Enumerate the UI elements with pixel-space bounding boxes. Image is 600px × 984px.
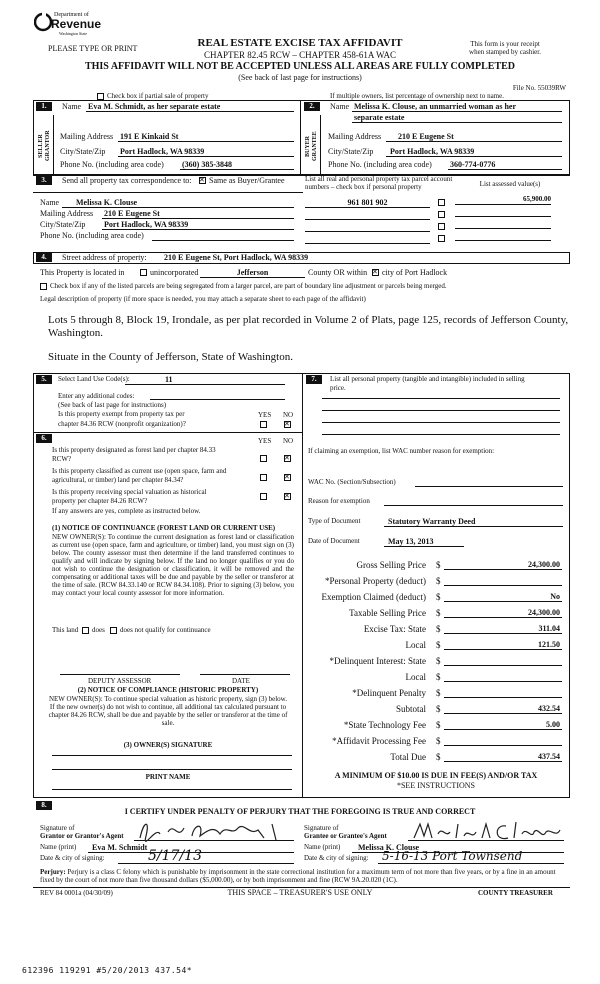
fee-value[interactable]: 121.50 xyxy=(538,640,560,649)
grantor-date[interactable]: 5/17/13 xyxy=(148,848,202,864)
assessed-value-label: List assessed value(s) xyxy=(479,180,541,188)
fee-currency: $ xyxy=(436,704,441,714)
sec6-no-label: NO xyxy=(283,437,294,445)
personal-property-label-1: List all personal property (tangible and intangible) included in selling xyxy=(330,375,525,383)
street-address[interactable]: 210 E Eugene St, Port Hadlock, WA 98339 xyxy=(164,253,309,262)
buyer-name-label: Name xyxy=(330,102,350,111)
partial-sale-checkbox[interactable] xyxy=(97,93,104,100)
seller-phone-label: Phone No. (including area code) xyxy=(60,160,164,169)
fee-label: Excise Tax: State xyxy=(363,624,426,634)
exempt-no-label: NO xyxy=(283,411,294,419)
grantee-name-label: Name (print) xyxy=(304,843,341,851)
same-as-buyer-checkbox[interactable] xyxy=(199,177,206,184)
logo-dept: Department of xyxy=(54,12,89,18)
see-back: (See back of last page for instructions) xyxy=(238,73,362,82)
historical-question-2: property per chapter 84.26 RCW? xyxy=(52,497,148,505)
receipt-note-2: when stamped by cashier. xyxy=(469,48,541,56)
receipt-note-1: This form is your receipt xyxy=(470,40,540,48)
fee-currency: $ xyxy=(436,720,441,730)
fee-label: *Personal Property (deduct) xyxy=(325,576,426,586)
doc-type-label: Type of Document xyxy=(308,517,361,525)
correspondence-mailing[interactable]: 210 E Eugene St xyxy=(104,209,160,218)
unincorporated-checkbox[interactable] xyxy=(140,269,147,276)
buyer-phone-label: Phone No. (including area code) xyxy=(328,160,432,169)
correspondence-phone-label: Phone No. (including area code) xyxy=(40,231,144,240)
seller-phone[interactable]: (360) 385-3848 xyxy=(182,160,232,169)
historical-question-1: Is this property receiving special valuation as historical xyxy=(52,488,207,496)
doc-type[interactable]: Statutory Warranty Deed xyxy=(388,517,476,526)
logo-word: Revenue xyxy=(51,17,102,31)
see-instructions-note: *SEE INSTRUCTIONS xyxy=(396,781,475,790)
county-name[interactable]: Jefferson xyxy=(236,268,269,277)
form-warning: THIS AFFIDAVIT WILL NOT BE ACCEPTED UNLESS ALL AREAS ARE FULLY COMPLETED xyxy=(84,61,516,72)
city-of-label: city of Port Hadlock xyxy=(382,268,448,277)
current-use-yes-checkbox[interactable] xyxy=(260,474,267,481)
buyer-city[interactable]: Port Hadlock, WA 98339 xyxy=(390,147,475,156)
grantor-date-label: Date & city of signing: xyxy=(40,854,105,862)
current-use-question-2: agricultural, or timber) land per chapter 84.34? xyxy=(52,476,184,484)
grantor-name-label: Name (print) xyxy=(40,843,77,851)
does-not-qualify-checkbox[interactable] xyxy=(110,627,117,634)
exemption-claim-label: If claiming an exemption, list WAC number reason for exemption: xyxy=(308,447,495,455)
notice-1-title: (1) NOTICE OF CONTINUANCE (FOREST LAND OR CURRENT USE) xyxy=(52,524,276,532)
fee-currency: $ xyxy=(436,592,441,602)
minimum-due-note: A MINIMUM OF $10.00 IS DUE IN FEE(S) AND/OR TAX xyxy=(334,771,538,780)
fee-currency: $ xyxy=(436,736,441,746)
personal-property-checkbox-3[interactable] xyxy=(438,223,445,230)
exempt-yes-label: YES xyxy=(258,411,272,419)
fee-label: *State Technology Fee xyxy=(343,720,426,730)
unincorporated-label: unincorporated xyxy=(150,268,199,277)
fee-currency: $ xyxy=(436,624,441,634)
seller-mailing[interactable]: 191 E Kinkaid St xyxy=(120,132,179,141)
grantee-name[interactable]: Melissa K. Clouse xyxy=(358,843,420,852)
fee-label: Total Due xyxy=(390,752,426,762)
certify-statement: I CERTIFY UNDER PENALTY OF PERJURY THAT THE FOREGOING IS TRUE AND CORRECT xyxy=(124,807,476,816)
exempt-no-checkbox[interactable] xyxy=(284,421,291,428)
print-name-label: PRINT NAME xyxy=(145,773,191,781)
section-2-number: 2. xyxy=(304,102,320,111)
section-4-number: 4. xyxy=(36,253,52,262)
fee-label: *Affidavit Processing Fee xyxy=(332,736,426,746)
correspondence-mailing-label: Mailing Address xyxy=(40,209,94,218)
personal-property-checkbox-1[interactable] xyxy=(438,199,445,206)
fee-value[interactable]: No xyxy=(550,592,560,601)
within-city-checkbox[interactable] xyxy=(372,269,379,276)
parcel-list-label-2: numbers – check box if personal property xyxy=(305,183,422,191)
legal-description-2[interactable]: Washington. xyxy=(48,327,104,339)
forest-no-checkbox[interactable] xyxy=(284,455,291,462)
additional-codes-label: Enter any additional codes: xyxy=(58,392,135,400)
forest-question-1: Is this property designated as forest land per chapter 84.33 xyxy=(52,446,216,454)
seller-name[interactable]: Eva M. Schmidt, as her separate estate xyxy=(88,102,221,111)
logo-state: Washington State xyxy=(59,31,88,36)
legal-description-label: Legal description of property (if more space is needed, you may attach a separate sheet to each page of the affidavit) xyxy=(40,295,366,303)
seller-city-label: City/State/Zip xyxy=(60,147,106,156)
form-title: REAL ESTATE EXCISE TAX AFFIDAVIT xyxy=(197,37,403,49)
exempt-question-2: chapter 84.36 RCW (nonprofit organization)? xyxy=(58,420,186,428)
fee-currency: $ xyxy=(436,560,441,570)
grantor-name[interactable]: Eva M. Schmidt xyxy=(92,843,148,852)
land-use-see-back: (See back of last page for instructions) xyxy=(58,401,167,409)
seller-side-label: SELLER GRANTOR xyxy=(38,130,51,162)
section-6-number: 6. xyxy=(36,434,52,443)
personal-property-label-2: price. xyxy=(330,384,346,392)
sec6-yes-label: YES xyxy=(258,437,272,445)
fee-value[interactable]: 5.00 xyxy=(546,720,560,729)
fee-value[interactable]: 24,300.00 xyxy=(528,560,560,569)
fee-label: Local xyxy=(405,640,426,650)
buyer-mailing-label: Mailing Address xyxy=(328,132,382,141)
county-treasurer: COUNTY TREASURER xyxy=(478,889,553,897)
fee-label: *Delinquent Penalty xyxy=(352,688,426,698)
does-not-qualify-label: does not qualify for continuance xyxy=(120,626,211,634)
rev-number: REV 84 0001a (04/30/09) xyxy=(40,889,113,897)
doc-date-label: Date of Document xyxy=(308,537,360,545)
fee-currency: $ xyxy=(436,672,441,682)
fee-label: Gross Selling Price xyxy=(356,560,426,570)
this-land-label: This land xyxy=(52,626,79,634)
notice-1-body: NEW OWNER(S): To continue the current designation as forest land or classification as current use (open space, farm and agriculture, or timber) land, you must sign on (3) below. The county assessor must then determine if the land transferred continues to qualify and will indicate by signing below. If the land no longer qualifies or you do not wish to continue the designation or classification, it will be removed and the compensating or additional taxes will be due and payable by the seller or transferor at the time of sale. (RCW 84.33.140 or RCW 84.34.108). Prior to signing (3) below, you may contact your local county assessor for more information. xyxy=(52,533,294,597)
exempt-question-1: Is this property exempt from property tax per xyxy=(58,410,185,418)
grantor-sig-label-1: Signature of xyxy=(40,824,75,832)
assessed-value[interactable]: 65,900.00 xyxy=(523,195,551,203)
deputy-assessor-label: DEPUTY ASSESSOR xyxy=(88,677,152,685)
grantee-sig-label-1: Signature of xyxy=(304,824,339,832)
grantee-date[interactable]: 5-16-13 Port Townsend xyxy=(382,849,523,863)
cashier-stamp: 612396 119291 #5/20/2013 437.54* xyxy=(22,966,193,975)
legal-description-3[interactable]: Situate in the County of Jefferson, State of Washington. xyxy=(48,351,293,363)
fee-currency: $ xyxy=(436,688,441,698)
section-7-number: 7. xyxy=(306,375,322,384)
legal-description-1[interactable]: Lots 5 through 8, Block 19, Irondale, as per plat recorded in Volume 2 of Plats, page 125, records of Jefferson County, xyxy=(48,314,569,326)
seller-mailing-label: Mailing Address xyxy=(60,132,114,141)
section-1-number: 1. xyxy=(36,102,52,111)
historical-yes-checkbox[interactable] xyxy=(260,493,267,500)
fee-currency: $ xyxy=(436,640,441,650)
located-in-label: This Property is located in xyxy=(40,268,125,277)
treasurer-space: THIS SPACE – TREASURER'S USE ONLY xyxy=(227,888,373,897)
correspondence-city-label: City/State/Zip xyxy=(40,220,86,229)
seller-name-label: Name xyxy=(62,102,82,111)
fee-value[interactable]: 24,300.00 xyxy=(528,608,560,617)
does-label: does xyxy=(92,626,105,634)
segregated-checkbox[interactable] xyxy=(40,283,47,290)
fee-value[interactable]: 432.54 xyxy=(538,704,560,713)
partial-sale-label: Check box if partial sale of property xyxy=(107,92,209,100)
perjury-text: Perjury is a class C felony which is punishable by imprisonment in the state correctional institution for a maximum term of not more than five years, or by a fine in an amount fixed by the court of not more than five thousand dollars ($5,000.00), or by both imprisonment and fine (RCW 9A.20.020 (1C). xyxy=(40,868,556,884)
wac-label: WAC No. (Section/Subsection) xyxy=(308,478,396,486)
does-qualify-checkbox[interactable] xyxy=(82,627,89,634)
perjury-statement xyxy=(40,868,566,884)
personal-property-checkbox-2[interactable] xyxy=(438,211,445,218)
buyer-mailing[interactable]: 210 E Eugene St xyxy=(398,132,454,141)
buyer-name-2[interactable]: separate estate xyxy=(354,113,405,122)
buyer-side-label: BUYER GRANTEE xyxy=(305,131,318,161)
grantor-sig-label-2: Grantor or Grantor's Agent xyxy=(40,832,124,840)
correspondence-city[interactable]: Port Hadlock, WA 98339 xyxy=(104,220,189,229)
section-5-number: 5. xyxy=(36,375,52,384)
street-address-label: Street address of property: xyxy=(62,253,147,262)
current-use-no-checkbox[interactable] xyxy=(284,474,291,481)
county-or-label: County OR within xyxy=(308,268,368,277)
fee-currency: $ xyxy=(436,752,441,762)
correspondence-name-label: Name xyxy=(40,198,60,207)
buyer-name-1[interactable]: Melissa K. Clouse, an unmarried woman as her xyxy=(354,102,516,111)
reason-label: Reason for exemption xyxy=(308,497,370,505)
segregated-label: Check box if any of the listed parcels are being segregated from a larger parcel, are part of boundary line adjustment or parcels being merged. xyxy=(50,282,447,290)
section-3-number: 3. xyxy=(36,176,52,185)
fee-label: Exemption Claimed (deduct) xyxy=(321,592,426,602)
fee-currency: $ xyxy=(436,656,441,666)
same-as-buyer-label: Same as Buyer/Grantee xyxy=(209,176,285,185)
fee-value[interactable]: 311.04 xyxy=(538,624,560,633)
file-number: File No. 55039RW xyxy=(512,84,566,92)
send-correspondence-label: Send all property tax correspondence to: xyxy=(62,176,192,185)
land-use-label: Select Land Use Code(s): xyxy=(58,375,130,383)
personal-property-checkbox-4[interactable] xyxy=(438,235,445,242)
forest-question-2: RCW? xyxy=(52,455,72,463)
multiple-owners-note: If multiple owners, list percentage of ownership next to name. xyxy=(330,92,504,100)
seller-city[interactable]: Port Hadlock, WA 98339 xyxy=(120,147,205,156)
land-use-code[interactable]: 11 xyxy=(165,375,173,384)
section-8-number: 8. xyxy=(36,801,52,810)
notice-2-body: NEW OWNER(S): To continue special valuation as historic property, sign (3) below. If the new owner(s) do not wish to continue, all additional tax calculated pursuant to chapter 84.26 RCW, shall be due and payable by the seller or transferor at the time of sale. xyxy=(48,695,288,727)
doc-date[interactable]: May 13, 2013 xyxy=(388,537,434,546)
fee-value[interactable]: 437.54 xyxy=(538,752,560,761)
buyer-city-label: City/State/Zip xyxy=(328,147,374,156)
fee-label: Taxable Selling Price xyxy=(349,608,426,618)
perjury-title: Perjury: xyxy=(40,868,66,876)
fee-currency: $ xyxy=(436,576,441,586)
buyer-phone[interactable]: 360-774-0776 xyxy=(450,160,496,169)
current-use-question-1: Is this property classified as current use (open space, farm and xyxy=(52,467,227,475)
grantee-sig-label-2: Grantee or Grantee's Agent xyxy=(304,832,387,840)
fee-label: Subtotal xyxy=(395,704,426,714)
fee-label: Local xyxy=(405,672,426,682)
dor-logo xyxy=(34,8,102,38)
grantee-signature[interactable] xyxy=(410,818,564,844)
parcel-list-label-1: List all real and personal property tax parcel account xyxy=(305,175,453,183)
if-yes-note: If any answers are yes, complete as instructed below. xyxy=(52,507,201,515)
historical-no-checkbox[interactable] xyxy=(284,493,291,500)
parcel-number[interactable]: 961 801 902 xyxy=(347,198,388,207)
grantee-date-label: Date & city of signing: xyxy=(304,854,369,862)
grantor-signature[interactable] xyxy=(134,816,294,844)
fee-label: *Delinquent Interest: State xyxy=(329,656,426,666)
form-chapters: CHAPTER 82.45 RCW – CHAPTER 458-61A WAC xyxy=(204,50,396,60)
owner-signature-label: (3) OWNER(S) SIGNATURE xyxy=(123,741,213,749)
correspondence-name[interactable]: Melissa K. Clouse xyxy=(76,198,138,207)
notice-2-title: (2) NOTICE OF COMPLIANCE (HISTORIC PROPERTY) xyxy=(77,686,259,694)
forest-yes-checkbox[interactable] xyxy=(260,455,267,462)
please-type: PLEASE TYPE OR PRINT xyxy=(48,44,138,53)
fee-currency: $ xyxy=(436,608,441,618)
date-label: DATE xyxy=(232,677,250,685)
exempt-yes-checkbox[interactable] xyxy=(260,421,267,428)
